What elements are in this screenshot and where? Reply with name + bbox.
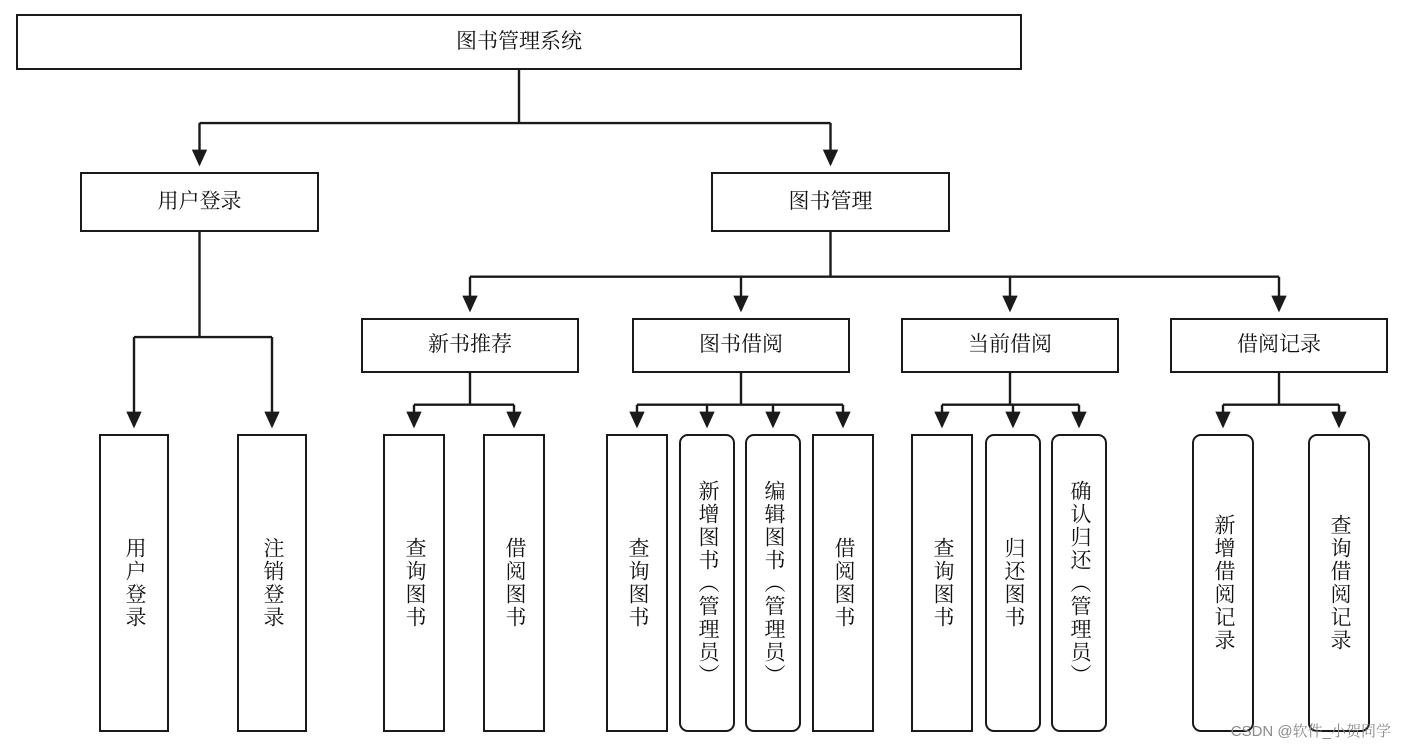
- node-login: [80, 172, 319, 232]
- watermark: CSDN @软件_小贺同学: [1230, 723, 1391, 740]
- node-label: 用户登录: [157, 189, 242, 213]
- node-b1: [606, 434, 668, 732]
- node-c3: [1051, 434, 1107, 732]
- node-label: 新增图书（管理员）: [696, 479, 720, 687]
- node-b2: [679, 434, 735, 732]
- node-b3: [745, 434, 801, 732]
- node-label: 借阅图书: [832, 537, 856, 629]
- node-c1: [911, 434, 973, 732]
- node-label: 图书管理系统: [456, 29, 582, 53]
- node-label: 查询图书: [626, 537, 650, 629]
- node-n2: [483, 434, 545, 732]
- node-label: 新书推荐: [428, 333, 512, 357]
- node-l1: [99, 434, 169, 732]
- node-r2: [1308, 434, 1370, 732]
- node-c2: [985, 434, 1041, 732]
- node-label: 当前借阅: [968, 333, 1052, 357]
- node-label: 归还图书: [1002, 537, 1026, 629]
- node-newbook: [361, 318, 579, 373]
- node-label: 注销登录: [261, 537, 285, 629]
- node-l2: [237, 434, 307, 732]
- node-borrow: [632, 318, 850, 373]
- node-label: 查询借阅记录: [1328, 514, 1352, 652]
- node-label: 用户登录: [123, 537, 147, 629]
- node-current: [901, 318, 1119, 373]
- node-label: 确认归还（管理员）: [1068, 479, 1092, 687]
- node-label: 借阅图书: [503, 537, 527, 629]
- node-label: 图书借阅: [699, 333, 783, 357]
- node-record: [1170, 318, 1388, 373]
- node-label: 借阅记录: [1237, 333, 1321, 357]
- node-label: 图书管理: [788, 189, 873, 213]
- node-root: [16, 14, 1022, 70]
- node-label: 新增借阅记录: [1212, 514, 1236, 652]
- node-label: 查询图书: [403, 537, 427, 629]
- node-r1: [1192, 434, 1254, 732]
- node-label: 编辑图书（管理员）: [762, 479, 786, 687]
- node-label: 查询图书: [931, 537, 955, 629]
- node-bookmgmt: [711, 172, 950, 232]
- node-b4: [812, 434, 874, 732]
- node-n1: [383, 434, 445, 732]
